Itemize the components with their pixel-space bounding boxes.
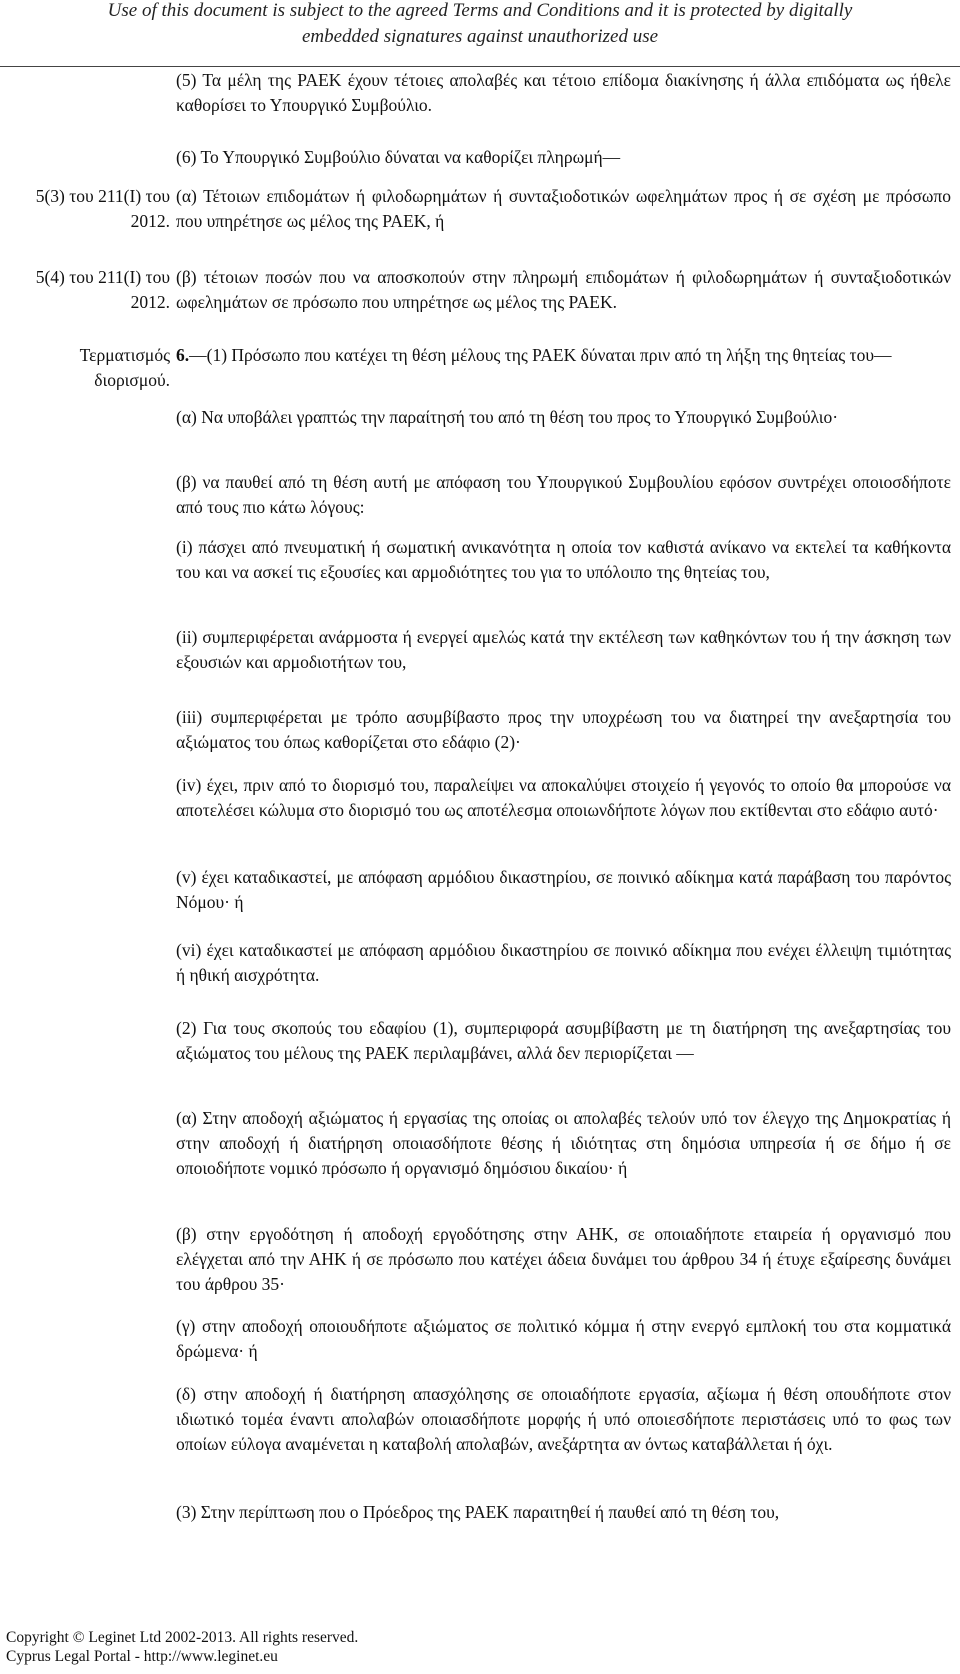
- ground-i: (i) πάσχει από πνευματική ή σωματική ανικανότητα η οποία τον καθιστά ανίκανο να εκτελεί τα καθήκοντα του και να ασκεί τις εξουσίες και αρμοδιότητες του για το υπόλοιπο της θητείας του,: [176, 537, 951, 582]
- margin-note-line: Τερματισμός: [79, 345, 170, 365]
- item-2a: (α) Στην αποδοχή αξιώματος ή εργασίας της οποίας οι απολαβές τελούν υπό τον έλεγχο της Δημοκρατίας ή στην αποδοχή ή διατήρηση οποιασδήποτε θέσης ή ιδιότητας στη δημόσια υπηρεσία ή σε δήμο ή σε οποιοδήποτε νομικό πρόσωπο ή οργανισμό δημόσιου δικαίου· ή: [176, 1108, 951, 1178]
- header-divider: [0, 66, 960, 67]
- item-2c: (γ) στην αποδοχή οποιουδήποτε αξιώματος σε πολιτικό κόμμα ή στην ενεργό εμπλοκή του στα κομματικά δρώμενα· ή: [176, 1316, 951, 1361]
- section-number: 6.: [176, 345, 190, 365]
- paragraph-5: (5) Τα μέλη της ΡΑΕΚ έχουν τέτοιες απολαβές και τέτοιο επίδομα διακίνησης ή άλλα επιδόματα ως ήθελε καθορίσει το Υπουργικό Συμβούλιο.: [176, 70, 951, 115]
- item-2d: (δ) στην αποδοχή ή διατήρηση απασχόλησης σε οποιαδήποτε εργασία, αξίωμα ή θέση οπουδήποτε στον ιδιωτικό τομέα έναντι απολαβών οποιασδήποτε μορφής ή υπό οποιεσδήποτε περιστάσεις υπό το φως των οποίων εύλογα αναμένεται η καταβολή απολαβών, ανεξάρτητα αν όντως καταβάλλεται ή όχι.: [176, 1384, 951, 1454]
- margin-note-line: 2012.: [130, 211, 170, 231]
- protection-notice-line-1: Use of this document is subject to the agreed Terms and Conditions and it is protected by digitally: [107, 0, 853, 21]
- ground-ii: (ii) συμπεριφέρεται ανάρμοστα ή ενεργεί αμελώς κατά την εκτέλεση των καθηκόντων του ή την άσκηση των εξουσιών και αρμοδιοτήτων του,: [176, 627, 951, 672]
- margin-note-line: 2012.: [130, 292, 170, 312]
- item-6a: (α) Να υποβάλει γραπτώς την παραίτησή του από τη θέση του προς το Υπουργικό Συμβούλιο·: [176, 407, 839, 427]
- margin-note-5-4: [36, 265, 170, 315]
- section-6-1: [176, 343, 951, 368]
- ground-vi: (vi) έχει καταδικαστεί με απόφαση αρμόδιου δικαστηρίου σε ποινικό αδίκημα που ενέχει έλλειψη τιμιότητας ή ηθική αισχρότητα.: [176, 940, 951, 985]
- ground-iv: (iv) έχει, πριν από το διορισμό του, παραλείψει να αποκαλύψει στοιχείο ή γεγονός το οποίο θα μπορούσε να αποτελέσει κώλυμα στο διορισμό του ως αποτέλεσμα οποιωνδήποτε λόγων που εκτίθενται στο εδάφιο αυτό·: [176, 775, 951, 820]
- paragraph-6: (6) Το Υπουργικό Συμβούλιο δύναται να καθορίζει πληρωμή—: [176, 147, 621, 167]
- protection-notice-line-2: embedded signatures against unauthorized use: [301, 26, 659, 47]
- paragraph-6a: (α) Τέτοιων επιδομάτων ή φιλοδωρημάτων ή συνταξιοδοτικών ωφελημάτων προς ή σε σχέση με πρόσωπο που υπηρέτησε ως μέλος της ΡΑΕΚ, ή: [176, 186, 951, 231]
- margin-note-line: διορισμού.: [94, 370, 170, 390]
- margin-note-5-3: [36, 184, 170, 234]
- section-6-2: (2) Για τους σκοπούς του εδαφίου (1), συμπεριφορά ασυμβίβαστη με τη διατήρηση της ανεξαρτησίας του αξιώματος του μέλους της ΡΑΕΚ περιλαμβάνει, αλλά δεν περιορίζεται —: [176, 1018, 951, 1063]
- margin-note-line: 5(4) του 211(Ι) του: [35, 267, 170, 287]
- copyright-footer: [6, 1628, 358, 1666]
- margin-note-line: 5(3) του 211(Ι) του: [35, 186, 170, 206]
- item-6b: (β) να παυθεί από τη θέση αυτή με απόφαση του Υπουργικού Συμβουλίου εφόσον συντρέχει οποιοσδήποτε από τους πιο κάτω λόγους:: [176, 472, 951, 517]
- protection-notice: [0, 0, 960, 50]
- ground-iii: (iii) συμπεριφέρεται με τρόπο ασυμβίβαστο προς την υποχρέωση του να διατηρεί την ανεξαρτησία του αξιώματος του όπως καθορίζεται στο εδάφιο (2)·: [176, 707, 951, 752]
- copyright-line: Copyright © Leginet Ltd 2002-2013. All rights reserved.: [6, 1629, 359, 1646]
- portal-line: Cyprus Legal Portal - http://www.leginet.eu: [6, 1648, 278, 1665]
- section-6-3: (3) Στην περίπτωση που ο Πρόεδρος της ΡΑΕΚ παραιτηθεί ή παυθεί από τη θέση του,: [176, 1502, 780, 1522]
- section-6-1-text: —(1) Πρόσωπο που κατέχει τη θέση μέλους της ΡΑΕΚ δύναται πριν από τη λήξη της θητείας του—: [189, 345, 892, 365]
- item-2b: (β) στην εργοδότηση ή αποδοχή εργοδότησης στην ΑΗΚ, σε οποιαδήποτε εταιρεία ή οργανισμό που ελέγχεται από την ΑΗΚ ή σε πρόσωπο που κατέχει άδεια δυνάμει του άρθρου 34 ή έτυχε εξαίρεσης δυνάμει του άρθρου 35·: [176, 1224, 951, 1294]
- ground-v: (v) έχει καταδικαστεί, με απόφαση αρμόδιου δικαστηρίου, σε ποινικό αδίκημα κατά παράβαση του παρόντος Νόμου· ή: [176, 867, 951, 912]
- paragraph-6b: (β) τέτοιων ποσών που να αποσκοπούν στην πληρωμή επιδομάτων ή φιλοδωρημάτων ή συνταξιοδοτικών ωφελημάτων σε πρόσωπο που υπηρέτησε ως μέλος της ΡΑΕΚ.: [176, 267, 951, 312]
- margin-note-termination: [80, 343, 170, 393]
